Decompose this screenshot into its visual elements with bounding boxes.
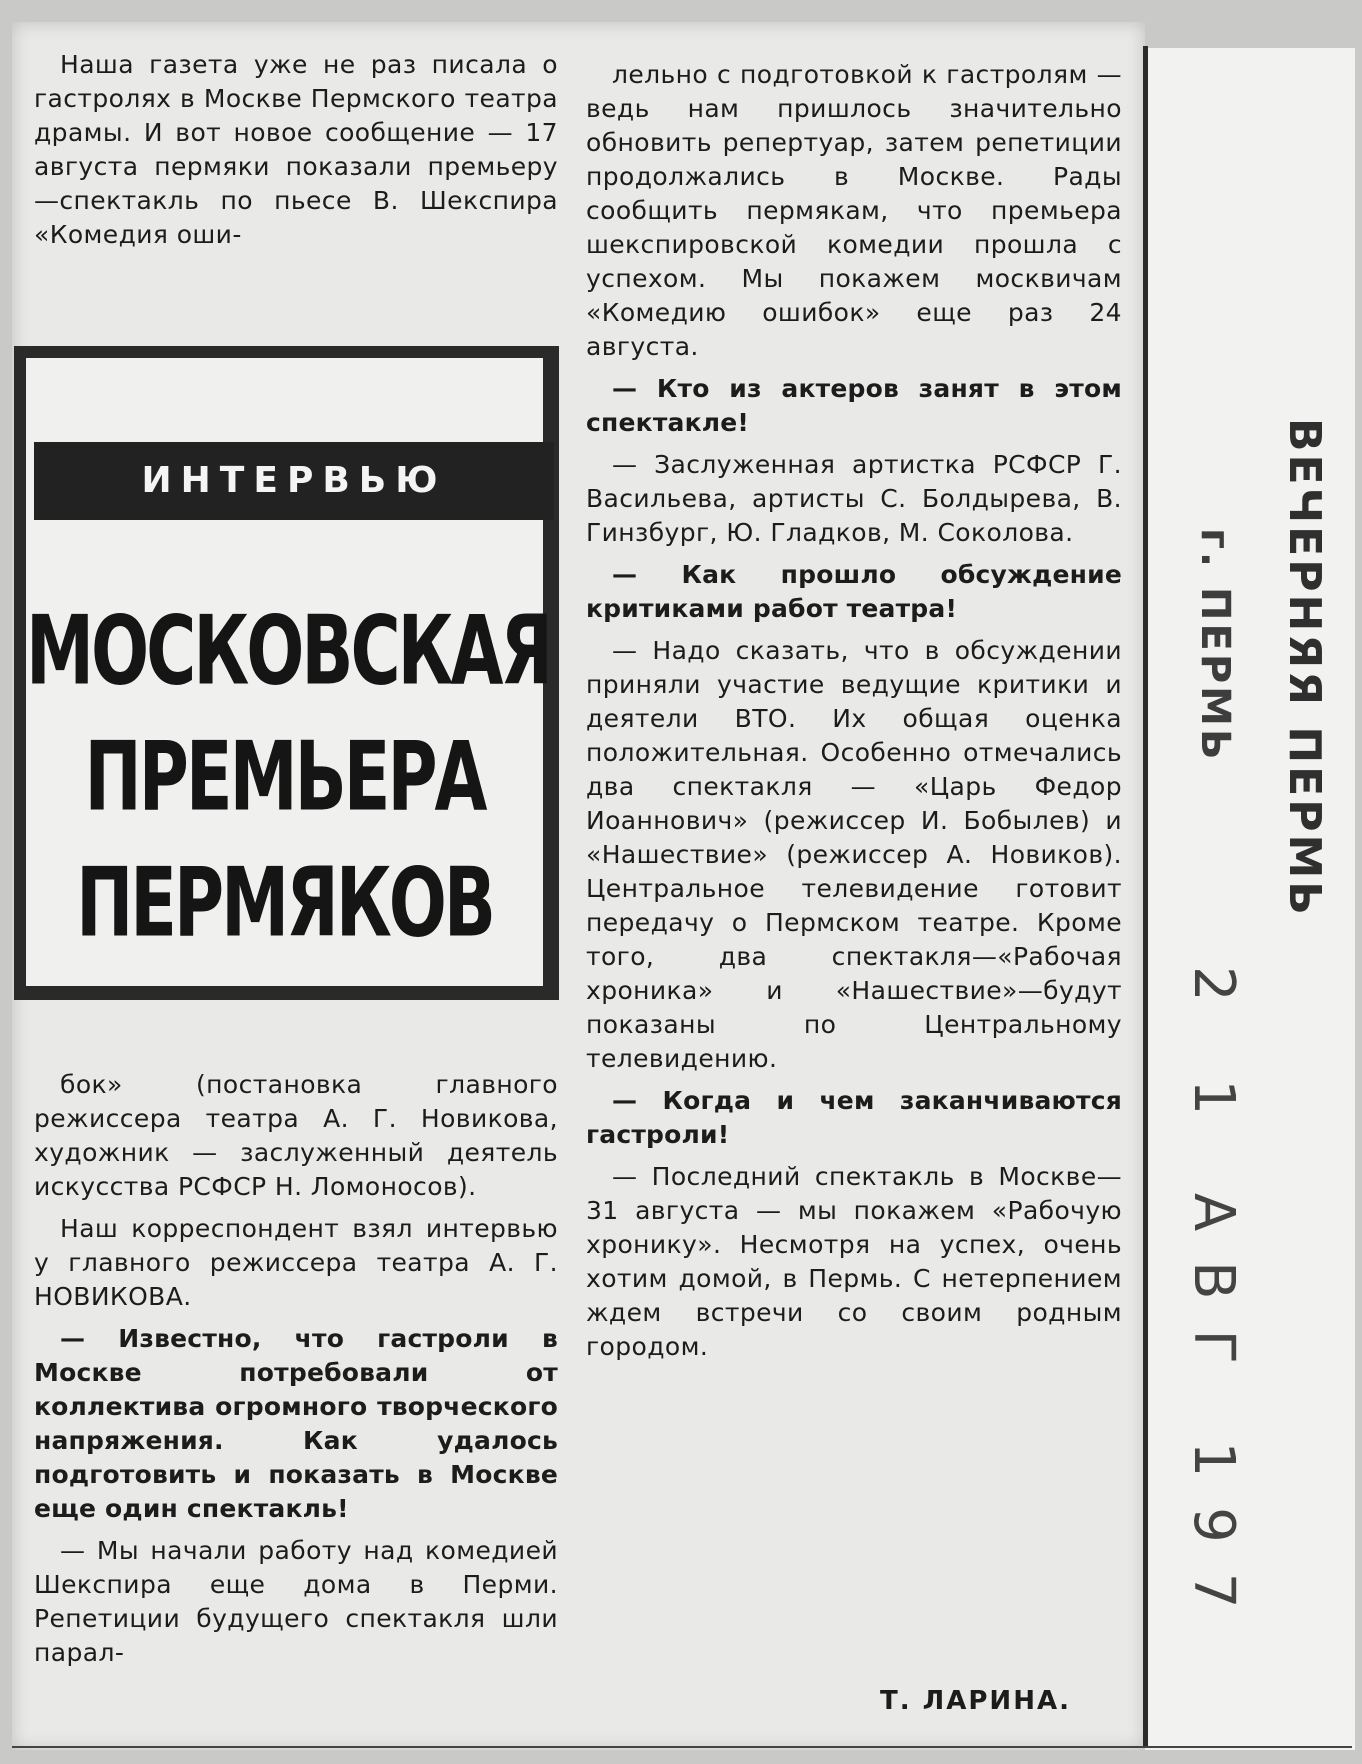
article-column-right xyxy=(586,58,1122,1372)
headline-panel xyxy=(26,358,551,986)
article-paragraph: Наша газета уже не раз писала о гастролях в Москве Пермского театра драмы. И вот новое сообщение — 17 августа пермяки показали премьеру—спектакль по пьесе В. Шекспира «Комедия оши- xyxy=(34,50,558,249)
stamp-newspaper-name: ВЕЧЕРНЯЯ ПЕРМЬ xyxy=(1279,418,1330,918)
stamp-date: 2 1 АВГ 197 xyxy=(1181,966,1246,1639)
bottom-edge-line xyxy=(12,1746,1352,1748)
interview-answer: — Мы начали работу над комедией Шекспира еще дома в Перми. Репетиции будущего спектакля шли парал- xyxy=(34,1536,558,1667)
article-title xyxy=(26,588,551,966)
interview-question: — Как прошло обсуждение критиками работ театра! xyxy=(586,560,1122,623)
interview-answer: лельно с подготовкой к гастролям — ведь нам пришлось значительно обновить репертуар, затем репетиции продолжались в Москве. Рады сообщить пермякам, что премьера шекспировской комедии прошла с успехом. Мы покажем москвичам «Комедию ошибок» еще раз 24 августа. xyxy=(586,60,1122,361)
article-column-intro xyxy=(34,48,558,260)
author-signature: Т. ЛАРИНА. xyxy=(880,1686,1071,1716)
clipping-edge-line xyxy=(1143,46,1148,1746)
title-line: ПЕРМЯКОВ xyxy=(76,846,493,958)
article-paragraph: Наш корреспондент взял интервью у главного режиссера театра А. Г. НОВИКОВА. xyxy=(34,1214,558,1311)
headline-box xyxy=(14,346,559,1000)
interview-answer: — Надо сказать, что в обсуждении приняли участие ведущие критики и деятели ВТО. Их общая оценка положительная. Особенно отмечались два спектакля — «Царь Федор Иоаннович» (режиссер И. Бобылев) и «Нашествие» (режиссер А. Новиков). Центральное телевидение готовит передачу о Пермском театре. Кроме того, два спектакля—«Рабочая хроника» и «Нашествие»—будут показаны по Центральному телевидению. xyxy=(586,636,1122,1073)
interview-answer: — Заслуженная артистка РСФСР Г. Васильева, артисты С. Болдырева, В. Гинзбург, Ю. Гладков, М. Соколова. xyxy=(586,450,1122,547)
interview-question: — Кто из актеров занят в этом спектакле! xyxy=(586,374,1122,437)
title-line: ПРЕМЬЕРА xyxy=(84,720,485,832)
interview-question: — Когда и чем заканчиваются гастроли! xyxy=(586,1086,1122,1149)
interview-answer: — Последний спектакль в Москве—31 августа — мы покажем «Рабочую хронику». Несмотря на успех, очень хотим домой, в Пермь. С нетерпением ждем встречи со своим родным городом. xyxy=(586,1162,1122,1361)
title-line: МОСКОВСКАЯ xyxy=(26,594,551,706)
rubric-banner: ИНТЕРВЬЮ xyxy=(34,442,554,520)
article-column-left xyxy=(34,1068,558,1678)
article-paragraph: бок» (постановка главного режиссера театра А. Г. Новикова, художник — заслуженный деятель искусства РСФСР Н. Ломоносов). xyxy=(34,1070,558,1201)
stamp-city: г. ПЕРМЬ xyxy=(1192,528,1238,763)
interview-question: — Известно, что гастроли в Москве потребовали от коллектива огромного творческого напряжения. Как удалось подготовить и показать в Москве еще один спектакль! xyxy=(34,1324,558,1523)
